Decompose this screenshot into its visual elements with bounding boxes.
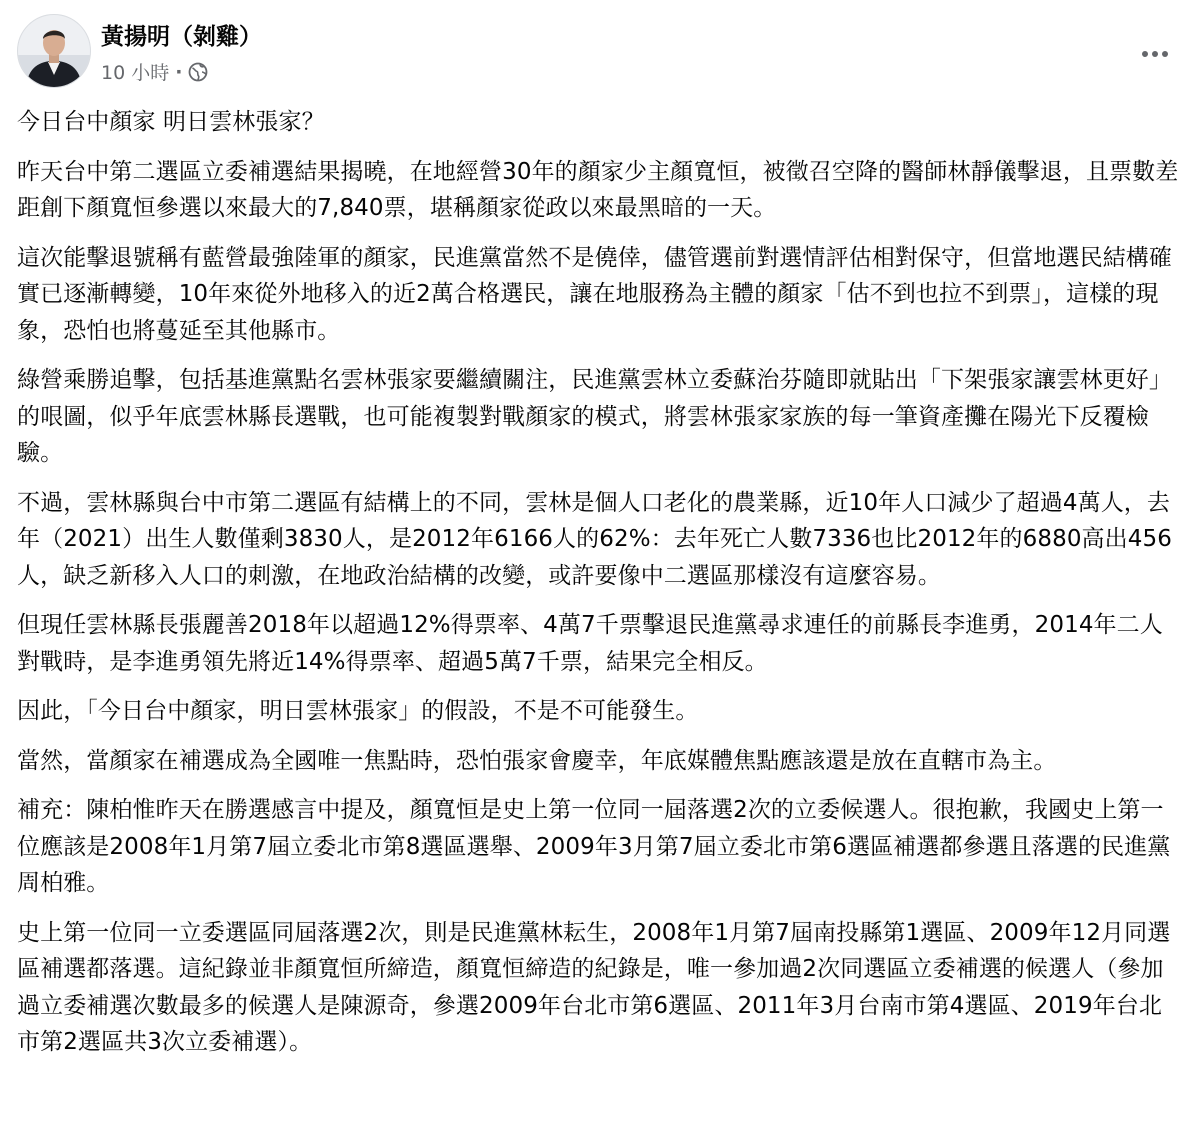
post-timestamp[interactable]: 10 小時 — [101, 62, 170, 84]
post-paragraph: 昨天台中第二選區立委補選結果揭曉，在地經營30年的顏家少主顏寬恒，被徵召空降的醫師林靜儀擊退，且票數差距創下顏寬恒參選以來最大的7,840票，堪稱顏家從政以來最黑暗的一天。 — [17, 158, 1179, 221]
author-name[interactable]: 黃揚明（剝雞） — [101, 24, 262, 50]
post-paragraph: 這次能擊退號稱有藍營最強陸軍的顏家，民進黨當然不是僥倖，儘管選前對選情評估相對保守，但當地選民結構確實已逐漸轉變，10年來從外地移入的近2萬合格選民，讓在地服務為主體的顏家「估不到也拉不到票」，這樣的現象，恐怕也將蔓延至其他縣市。 — [17, 244, 1172, 344]
post-header — [17, 14, 1177, 94]
post-paragraph: 史上第一位同一立委選區同屆落選2次，則是民進黨林耘生，2008年1月第7屆南投縣第1選區、2009年12月同選區補選都落選。這紀錄並非顏寬恒所締造，顏寬恒締造的紀錄是，唯一參加過2次同選區立委補選的候選人（參加過立委補選次數最多的候選人是陳源奇，參選2009年台北市第6選區、2011年3月台南市第4選區、2019年台北市第2選區共3次立委補選）。 — [17, 919, 1171, 1055]
post-paragraph: 但現任雲林縣長張麗善2018年以超過12%得票率、4萬7千票擊退民進黨尋求連任的前縣長李進勇，2014年二人對戰時，是李進勇領先將近14%得票率、超過5萬7千票，結果完全相反。 — [17, 612, 1163, 675]
avatar[interactable] — [17, 14, 91, 88]
post-paragraph: 不過，雲林縣與台中市第二選區有結構上的不同，雲林是個人口老化的農業縣，近10年人口減少了超過4萬人，去年（2021）出生人數僅剩3830人，是2012年6166人的62%：去年死亡人數7336也比2012年的6880高出456人，缺乏新移入人口的刺激，在地政治結構的改變，或許要像中二選區那樣沒有這麼容易。 — [17, 489, 1172, 589]
post-meta — [101, 58, 208, 85]
post-body — [17, 104, 1179, 1074]
post-paragraph: 當然，當顏家在補選成為全國唯一焦點時，恐怕張家會慶幸，年底媒體焦點應該還是放在直轄市為主。 — [17, 747, 1057, 774]
post-paragraph: 因此，「今日台中顏家，明日雲林張家」的假設，不是不可能發生。 — [17, 698, 699, 724]
post-paragraph: 綠營乘勝追擊，包括基進黨點名雲林張家要繼續關注，民進黨雲林立委蘇治芬隨即就貼出「下架張家讓雲林更好」的哏圖，似乎年底雲林縣長選戰，也可能複製對戰顏家的模式，將雲林張家家族的每一筆資產攤在陽光下反覆檢驗。 — [17, 367, 1172, 466]
post-paragraph: 今日台中顏家 明日雲林張家？ — [17, 109, 325, 135]
meta-separator: · — [175, 60, 183, 83]
post-paragraph: 補充：陳柏惟昨天在勝選感言中提及，顏寬恒是史上第一位同一屆落選2次的立委候選人。很抱歉，我國史上第一位應該是2008年1月第7屆立委北市第8選區選舉、2009年3月第7屆立委北市第6選區補選都參選且落選的民進黨周柏雅。 — [17, 797, 1171, 896]
avatar-image — [18, 15, 90, 87]
globe-icon[interactable] — [188, 62, 208, 82]
more-options-icon[interactable] — [1135, 34, 1175, 74]
